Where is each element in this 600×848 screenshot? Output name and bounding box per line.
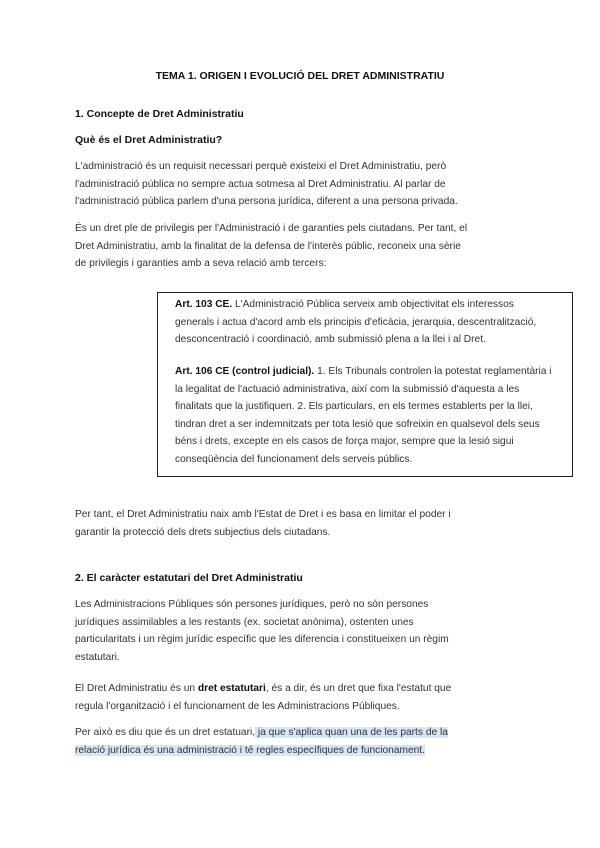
text-run: , és a dir, és un dret que fixa l'estatut que xyxy=(265,683,452,694)
text-line: generals i actua d'acord amb els principis d'eficàcia, jerarquia, descentralització, xyxy=(175,316,537,328)
text-line: tindran dret a ser indemnitzats per tota lesió que sofreixin en qualsevol dels seus xyxy=(175,418,540,430)
document-title: TEMA 1. ORIGEN I EVOLUCIÓ DEL DRET ADMINISTRATIU xyxy=(155,70,445,82)
section-1-paragraph-3 xyxy=(75,506,475,541)
text-line xyxy=(175,296,565,314)
text-run: Per això es diu que és un dret estatuari, xyxy=(75,727,256,738)
text-line xyxy=(175,363,565,381)
section-1-paragraph-2 xyxy=(75,220,475,273)
article-103-text: L'Administració Pública serveix amb objectivitat els interessos xyxy=(232,299,514,310)
text-line: particularitats i un règim jurídic específic que les diferencia i constitueixen un règim xyxy=(75,634,449,645)
text-line: Per tant, el Dret Administratiu naix amb l'Estat de Dret i es basa en limitar el poder i xyxy=(75,509,451,520)
text-line: de privilegis i garanties amb a seva relació amb tercers: xyxy=(75,258,327,269)
highlighted-text: relació jurídica és una administració i té regles específiques de funcionament. xyxy=(75,744,425,756)
section-1-paragraph-1 xyxy=(75,158,475,211)
article-106-text: 1. Els Tribunals controlen la potestat reglamentària i xyxy=(314,366,552,377)
section-2-heading: 2. El caràcter estatutari del Dret Administratiu xyxy=(75,572,303,584)
text-line xyxy=(75,680,475,698)
text-line: Dret Administratiu, amb la finalitat de la defensa de l'interès públic, reconeix una sèrie xyxy=(75,240,461,252)
article-103-label: Art. 103 CE. xyxy=(175,299,233,310)
text-line: finalitats que la justifiquen. 2. Els particulars, en els termes establerts per la llei, xyxy=(175,401,533,412)
text-line: conseqüència del funcionament dels serveis públics. xyxy=(175,453,413,465)
article-103 xyxy=(175,296,565,349)
text-line: Les Administracions Públiques són persones jurídiques, però no són persones xyxy=(75,599,429,610)
section-1-heading: 1. Concepte de Dret Administratiu xyxy=(75,108,244,120)
text-line: estatutari. xyxy=(75,651,120,663)
text-line: l'administració pública parlem d'una persona jurídica, diferent a una persona privada. xyxy=(75,196,458,207)
legal-articles-box xyxy=(157,292,573,477)
text-line: És un dret ple de privilegis per l'Administració i de garanties pels ciutadans. Per tant, el xyxy=(75,223,468,234)
text-line: la legalitat de l'actuació administrativa, així com la submissió d'aquesta a les xyxy=(175,383,520,395)
text-line: L'administració és un requisit necessari perquè existeixi el Dret Administratiu, però xyxy=(75,161,447,172)
bold-term: dret estatutari xyxy=(197,683,266,694)
section-2-paragraph-2 xyxy=(75,680,475,715)
text-run: El Dret Administratiu és un xyxy=(75,683,198,694)
article-106-label: Art. 106 CE (control judicial). xyxy=(175,366,315,377)
text-line: desconcentració i coordinació, amb submissió plena a la llei i al Dret. xyxy=(175,334,486,345)
text-line: garantir la protecció dels drets subjectius dels ciutadans. xyxy=(75,526,331,538)
text-line xyxy=(75,724,475,742)
section-2-paragraph-1 xyxy=(75,596,475,666)
text-line: jurídiques assimilables a les restants (ex. societat anònima), ostenten unes xyxy=(75,616,414,628)
text-line xyxy=(75,742,475,760)
text-line: regula l'organització i el funcionament de les Administracions Públiques. xyxy=(75,700,400,712)
section-1-subheading: Què és el Dret Administratiu? xyxy=(75,134,223,146)
section-2-paragraph-3 xyxy=(75,724,475,759)
text-line: béns i drets, excepte en els casos de força major, sempre que la lesió sigui xyxy=(175,436,514,447)
article-106 xyxy=(175,363,565,468)
text-line: l'administració pública no sempre actua sotmesa al Dret Administratiu. Al parlar de xyxy=(75,178,446,190)
highlighted-text: ja que s'aplica quan una de les parts de la xyxy=(255,727,448,738)
